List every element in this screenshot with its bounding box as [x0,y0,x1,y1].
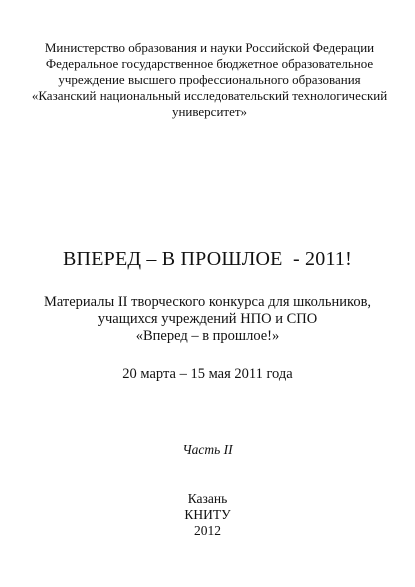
organization-line: Министерство образования и науки Российской Федерации [44,40,375,55]
imprint-publisher: КНИТУ [184,507,231,522]
description-line: учащихся учреждений НПО и СПО [97,311,318,327]
organization-line: университет» [171,104,248,119]
dates-text: 20 марта – 15 мая 2011 года [122,366,293,382]
part-text: Часть II [182,442,233,457]
description-line: «Вперед – в прошлое!» [135,328,280,344]
imprint-city: Казань [187,491,228,506]
part-label [0,442,415,458]
imprint [0,491,415,539]
document-description [0,294,415,345]
document-title [0,247,415,271]
organization-line: учреждение высшего профессионального образования [58,72,361,87]
imprint-year: 2012 [194,523,221,538]
contest-dates [0,366,415,383]
organization-header [0,40,415,120]
title-text: ВПЕРЕД – В ПРОШЛОЕ - 2011! [63,248,352,270]
description-line: Материалы II творческого конкурса для школьников, [43,294,372,310]
organization-line: Федеральное государственное бюджетное образовательное [45,56,374,71]
organization-line: «Казанский национальный исследовательский технологический [31,88,388,103]
